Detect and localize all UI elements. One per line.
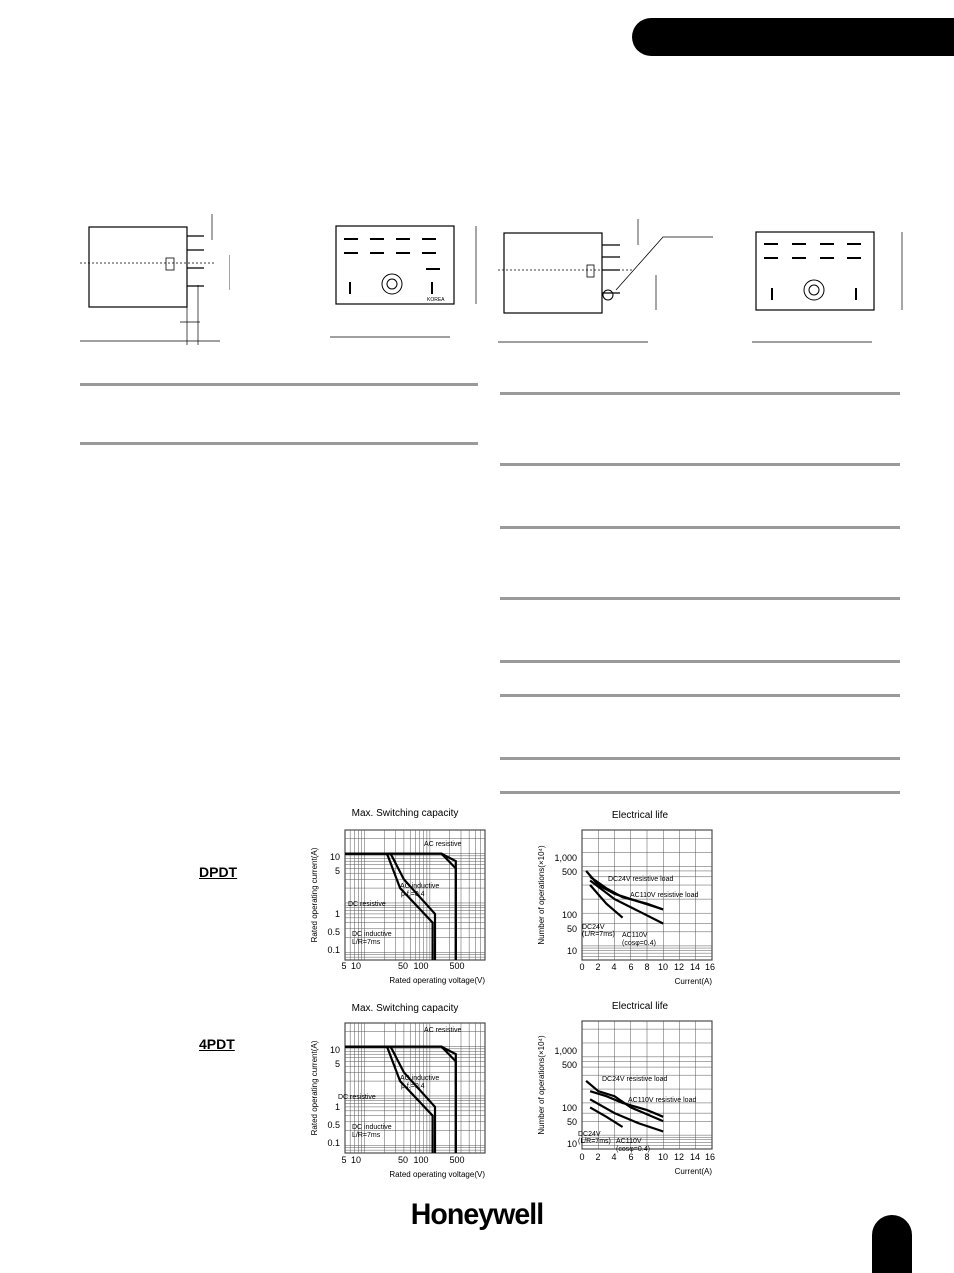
y-tick-label: 1,000 — [554, 853, 577, 863]
x-tick-label: 14 — [689, 1152, 701, 1162]
4pdt-life-chart — [530, 993, 730, 1183]
y-tick-label: 0.5 — [327, 1120, 340, 1130]
y-axis-label: Number of operations(×10⁴) — [537, 1035, 546, 1135]
curve-label: DC inductive — [352, 931, 392, 938]
curve-label: p.f.=0.4 — [401, 1083, 425, 1090]
y-tick-label: 50 — [566, 1117, 577, 1127]
y-axis-label: Rated operating current(A) — [310, 847, 319, 943]
x-tick-label: 14 — [689, 962, 701, 972]
y-tick-label: 1,000 — [554, 1046, 577, 1056]
y-tick-label: 1 — [334, 1102, 340, 1112]
section-rule — [500, 757, 900, 760]
x-tick-label: 500 — [449, 1155, 465, 1165]
x-tick-label: 16 — [704, 962, 716, 972]
y-tick-label: 100 — [561, 910, 577, 920]
curve-label: AC110V — [616, 1138, 642, 1145]
y-tick-label: 10 — [566, 946, 577, 956]
y-tick-label: 500 — [561, 867, 577, 877]
y-tick-label: 5 — [334, 1059, 340, 1069]
section-rule — [500, 463, 900, 466]
curve-label: (cosφ=0.4) — [616, 1146, 650, 1153]
x-axis-label: Rated operating voltage(V) — [389, 1170, 485, 1179]
x-tick-label: 5 — [341, 961, 347, 971]
variant-label-4pdt: 4PDT — [199, 1036, 235, 1052]
x-axis-label: Rated operating voltage(V) — [389, 976, 485, 985]
y-tick-label: 10 — [329, 852, 340, 862]
curve-label: AC110V — [622, 932, 648, 939]
x-tick-label: 16 — [704, 1152, 716, 1162]
chart-title: Electrical life — [611, 810, 669, 821]
x-tick-label: 10 — [657, 962, 669, 972]
section-rule — [500, 791, 900, 794]
curve-label: DC resistive — [338, 1094, 376, 1101]
curve-label: DC inductive — [352, 1124, 392, 1131]
dpdt-life-chart — [530, 802, 730, 992]
x-tick-label: 12 — [673, 962, 685, 972]
y-tick-label: 0.1 — [327, 945, 340, 955]
x-tick-label: 6 — [628, 1152, 634, 1162]
grid-vertical — [582, 1021, 712, 1149]
y-tick-label: 500 — [561, 1060, 577, 1070]
series-line-dc24v-l-r-7ms- — [590, 1107, 623, 1127]
x-tick-label: 5 — [341, 1155, 347, 1165]
curve-label: (cosφ=0.4) — [622, 940, 656, 947]
x-tick-label: 50 — [397, 961, 409, 971]
curve-label: p.f.=0.4 — [401, 891, 425, 898]
section-rule — [80, 383, 478, 386]
x-tick-label: 2 — [595, 1152, 601, 1162]
section-rule — [80, 442, 478, 445]
section-rule — [500, 526, 900, 529]
y-axis-label: Number of operations(×10⁴) — [537, 845, 546, 945]
variant-label-dpdt: DPDT — [199, 864, 238, 880]
4pdt-side-view-drawing — [498, 215, 718, 350]
x-axis-label: Current(A) — [674, 977, 712, 986]
x-axis-label: Current(A) — [674, 1167, 712, 1176]
curve-label: DC resistive — [348, 901, 386, 908]
x-tick-label: 100 — [413, 1155, 429, 1165]
y-tick-label: 10 — [329, 1045, 340, 1055]
page-badge — [872, 1215, 912, 1273]
x-tick-label: 10 — [350, 1155, 362, 1165]
curve-label: DC24V resistive load — [608, 876, 674, 883]
header-tab — [632, 18, 954, 56]
chart-title: Max. Switching capacity — [351, 808, 459, 819]
curve-label: AC110V resistive load — [628, 1097, 697, 1104]
y-tick-label: 10 — [566, 1139, 577, 1149]
curve-label: L/R=7ms — [352, 939, 381, 946]
section-rule — [500, 392, 900, 395]
dpdt-side-view-drawing — [80, 210, 230, 350]
y-tick-label: 50 — [566, 924, 577, 934]
4pdt-switching-chart — [300, 993, 500, 1183]
chart-title: Electrical life — [611, 1001, 669, 1012]
section-rule — [500, 694, 900, 697]
4pdt-bottom-view-drawing — [752, 228, 912, 346]
curve-label: AC resistive — [424, 841, 462, 848]
curve-label: AC110V resistive load — [630, 892, 699, 899]
korea-mark: KOREA — [427, 297, 445, 303]
curve-label: DC24V resistive load — [602, 1076, 668, 1083]
y-tick-label: 100 — [561, 1103, 577, 1113]
series-group — [586, 1081, 663, 1132]
x-tick-label: 4 — [611, 962, 617, 972]
curve-label: (L/R=7ms) — [582, 931, 615, 938]
y-tick-label: 0.5 — [327, 927, 340, 937]
honeywell-logo: Honeywell — [410, 1198, 544, 1231]
x-tick-label: 10 — [657, 1152, 669, 1162]
x-tick-label: 12 — [673, 1152, 685, 1162]
x-tick-label: 4 — [611, 1152, 617, 1162]
dpdt-switching-chart — [300, 800, 500, 990]
y-axis-label: Rated operating current(A) — [310, 1040, 319, 1136]
curve-label: L/R=7ms — [352, 1132, 381, 1139]
curve-label: DC24V — [582, 924, 605, 931]
y-tick-label: 1 — [334, 909, 340, 919]
curve-label: AC inductive — [400, 1075, 440, 1082]
curve-label: (L/R=7ms) — [578, 1138, 611, 1145]
x-tick-label: 100 — [413, 961, 429, 971]
curve-label: AC inductive — [400, 883, 440, 890]
section-rule — [500, 597, 900, 600]
y-tick-label: 0.1 — [327, 1138, 340, 1148]
x-tick-label: 500 — [449, 961, 465, 971]
x-tick-label: 8 — [644, 1152, 650, 1162]
x-tick-label: 6 — [628, 962, 634, 972]
y-tick-label: 5 — [334, 866, 340, 876]
x-tick-label: 2 — [595, 962, 601, 972]
dpdt-bottom-view-drawing — [330, 222, 480, 342]
curve-label: DC24V — [578, 1131, 601, 1138]
x-tick-label: 8 — [644, 962, 650, 972]
curve-label: AC resistive — [424, 1027, 462, 1034]
section-rule — [500, 660, 900, 663]
x-tick-label: 10 — [350, 961, 362, 971]
chart-title: Max. Switching capacity — [351, 1003, 459, 1014]
x-tick-label: 0 — [579, 1152, 585, 1162]
x-tick-label: 0 — [579, 962, 585, 972]
x-tick-label: 50 — [397, 1155, 409, 1165]
